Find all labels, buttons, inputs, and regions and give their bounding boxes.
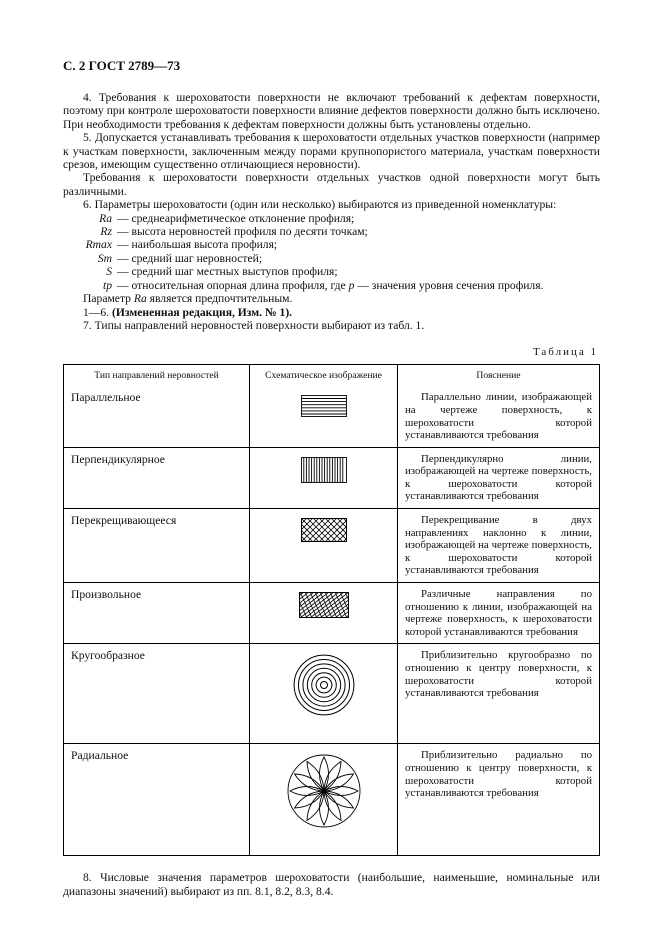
parameter-item: [63, 265, 600, 278]
direction-type: Перекрещивающееся: [64, 509, 250, 582]
text-run: — высота неровностей профиля по десяти точкам;: [117, 225, 368, 239]
direction-type: Перпендикулярное: [64, 448, 250, 508]
direction-type: Радиальное: [64, 744, 250, 855]
table-row: [64, 743, 599, 855]
column-header: Пояснение: [476, 369, 521, 381]
text-run: 8. Числовые значения параметров шероховатости (наибольшие, наименьшие, номинальные или диапазоны значений) выбирают из пп. 8.1, 8.2, 8.3, 8.4.: [63, 871, 600, 898]
paragraphs-top: [63, 91, 600, 212]
table-row: [64, 447, 599, 508]
text-run: — относительная опорная длина профиля, где: [117, 278, 349, 292]
parameter-definition: [117, 265, 600, 278]
parameter-term: Ra: [99, 211, 112, 225]
text-run: — наибольшая высота профиля;: [117, 238, 278, 252]
text-run: является предпочтительным.: [146, 292, 293, 306]
circular-pattern-icon: [250, 644, 398, 743]
crosshatch-pattern-icon: [250, 509, 398, 582]
text-run: (Измененная редакция, Изм. № 1).: [111, 305, 293, 319]
parameter-definition: [117, 279, 600, 292]
page-content: [63, 58, 600, 898]
paragraph: [63, 319, 600, 332]
direction-explanation: Параллельно линии, изображающей на чертеже поверхность, к шероховатости которой устанавливаются требования: [405, 391, 592, 442]
paragraph: [63, 131, 600, 171]
paragraphs-after: [63, 292, 600, 332]
paragraph: [63, 91, 600, 131]
paragraph: [63, 171, 600, 198]
parameter-item: [63, 252, 600, 265]
radial-pattern-icon: [250, 744, 398, 855]
direction-explanation: Различные направления по отношению к линии, изображающей на чертеже поверхность, к шероховатости которой устанавливаются требования: [405, 588, 592, 638]
parameter-term: tp: [102, 278, 112, 292]
text-run: Ra: [133, 292, 147, 306]
parameter-item: [63, 212, 600, 225]
parameter-item: [63, 225, 600, 238]
page-header: С. 2 ГОСТ 2789—73: [63, 58, 181, 73]
text-run: p: [348, 278, 355, 292]
parameter-definition: [117, 252, 600, 265]
text-run: 5. Допускается устанавливать требования к шероховатости отдельных участков поверхности (например к участкам поверхности, заключенным между порами крупнопористого материала, участкам поверхности срезов, имеющим существенно отличающиеся неровности).: [63, 131, 600, 172]
parameter-definition: [117, 212, 600, 225]
table-caption: Таблица 1: [532, 346, 598, 359]
table-row: [64, 386, 599, 446]
text-run: — средний шаг неровностей;: [117, 251, 263, 265]
paragraph: [63, 292, 600, 305]
text-run: 4. Требования к шероховатости поверхности не включают требований к дефектам поверхности, поэтому при контроле шероховатости поверхности влияние дефектов поверхности должно быть исключено. При необходимости требования к дефектам поверхности должны быть установлены отдельно.: [63, 91, 600, 131]
direction-explanation: Приблизительно радиально по отношению к центру поверхности, к шероховатости которой устанавливаются требования: [405, 749, 592, 800]
text-run: Параметр: [83, 292, 134, 306]
text-run: 6. Параметры шероховатости (один или несколько) выбираются из приведенной номенклатуры:: [83, 198, 557, 212]
parameter-list: [63, 212, 600, 292]
parameter-term: Rz: [100, 225, 112, 239]
parallel-pattern-icon: [250, 386, 398, 446]
parameter-term: Rmax: [85, 238, 112, 252]
directions-table: [63, 364, 600, 856]
parameter-term: S: [106, 265, 112, 279]
direction-type: Произвольное: [64, 583, 250, 643]
text-run: 1—6.: [83, 305, 112, 319]
paragraph: [63, 306, 600, 319]
text-run: — средний шаг местных выступов профиля;: [117, 265, 338, 279]
parameter-term: Sm: [97, 251, 112, 265]
direction-type: Параллельное: [64, 386, 250, 446]
parameter-item: [63, 279, 600, 292]
direction-explanation: Приблизительно кругообразно по отношению к центру поверхности, к шероховатости которой устанавливаются требования: [405, 649, 592, 700]
paragraph: [63, 198, 600, 211]
column-header: Тип направлений неровностей: [64, 365, 250, 386]
table-row: [64, 643, 599, 743]
text-run: 7. Типы направлений неровностей поверхности выбирают из табл. 1.: [83, 318, 425, 332]
parameter-definition: [117, 238, 600, 251]
text-run: Требования к шероховатости поверхности отдельных участков одной поверхности могут быть различными.: [63, 171, 600, 198]
direction-explanation: Перекрещивание в двух направлениях наклонно к линии, изображающей на чертеже поверхность, к шероховатости которой устанавливаются требования: [405, 514, 592, 577]
parameter-item: [63, 238, 600, 251]
perpendicular-pattern-icon: [250, 448, 398, 508]
table-header-row: [64, 365, 599, 386]
table-body: [64, 386, 599, 855]
paragraph: [63, 871, 600, 898]
direction-type: Кругообразное: [64, 644, 250, 743]
direction-explanation: Перпендикулярно линии, изображающей на чертеже поверхность, к шероховатости которой устанавливаются требования: [405, 452, 592, 503]
table-row: [64, 508, 599, 582]
random-pattern-icon: [250, 583, 398, 643]
paragraphs-bottom: [63, 871, 600, 898]
column-header: Схематическое изображение: [250, 365, 398, 386]
table-row: [64, 582, 599, 643]
text-run: — среднеарифметическое отклонение профиля;: [117, 211, 355, 225]
text-run: — значения уровня сечения профиля.: [354, 278, 544, 292]
parameter-definition: [117, 225, 600, 238]
